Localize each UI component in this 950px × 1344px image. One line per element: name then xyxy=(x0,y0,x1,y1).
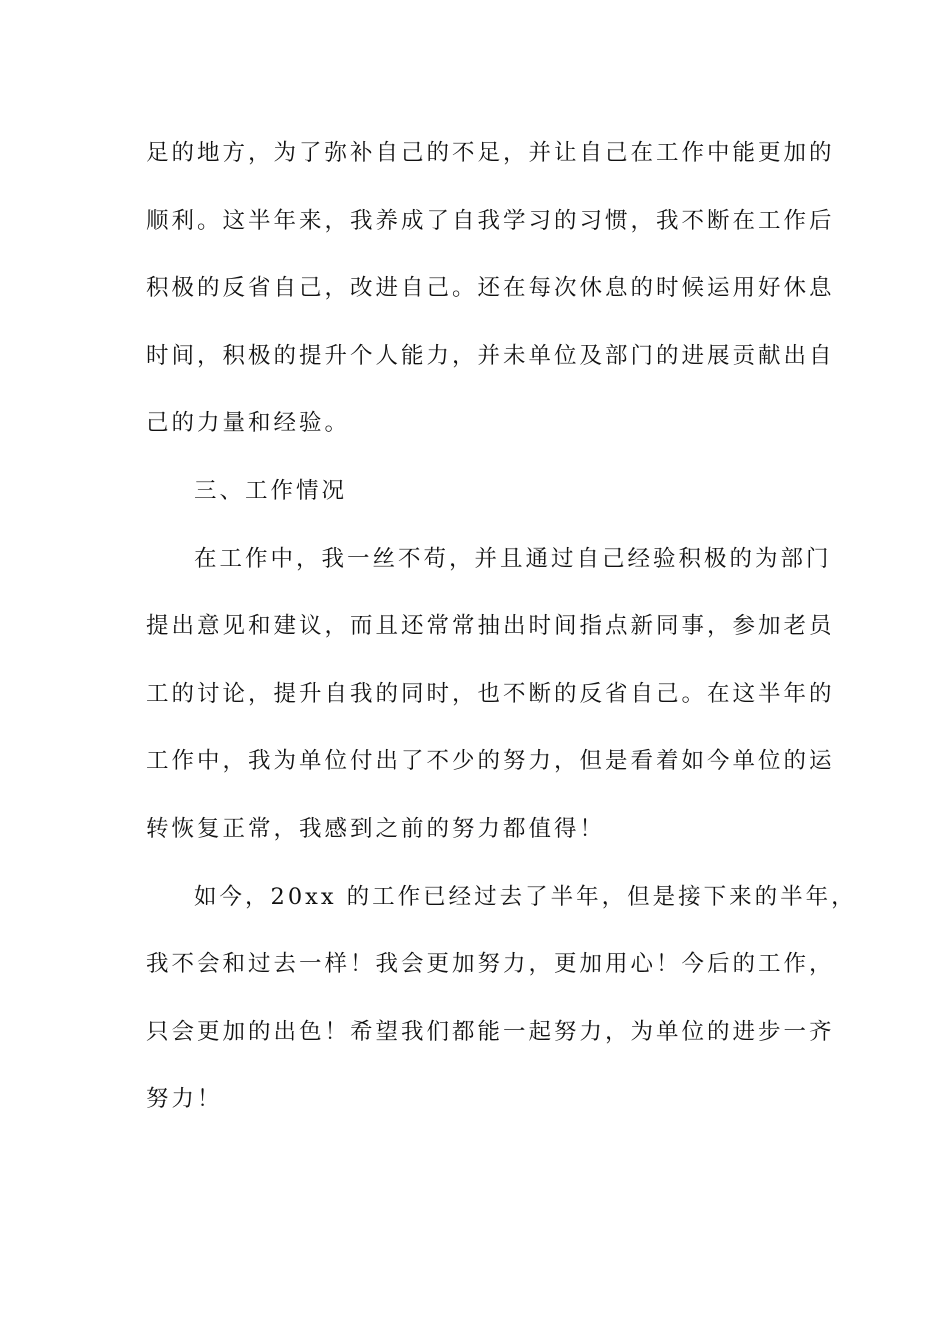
text-line: 努力！ xyxy=(146,1086,223,1113)
text-line: 只会更加的出色！希望我们都能一起努力，为单位的进步一齐 xyxy=(146,1018,835,1045)
text-line: 积极的反省自己，改进自己。还在每次休息的时候运用好休息 xyxy=(146,275,835,302)
document-body xyxy=(146,125,857,1139)
text-line: 时间，积极的提升个人能力，并未单位及部门的进展贡献出自 xyxy=(146,342,835,369)
text-line: 顺利。这半年来，我养成了自我学习的习惯，我不断在工作后 xyxy=(146,207,835,234)
text-line: 工作中，我为单位付出了不少的努力，但是看着如今单位的运 xyxy=(146,748,835,775)
text-line: 己的力量和经验。 xyxy=(146,410,351,437)
section-heading: 三、工作情况 xyxy=(194,477,348,504)
text-line: 转恢复正常，我感到之前的努力都值得！ xyxy=(146,815,606,842)
text-line: 我不会和过去一样！我会更加努力，更加用心！今后的工作， xyxy=(146,951,835,978)
text-line: 在工作中，我一丝不苟，并且通过自己经验积极的为部门 xyxy=(194,545,832,572)
text-line: 提出意见和建议，而且还常常抽出时间指点新同事，参加老员 xyxy=(146,613,835,640)
text-line: 足的地方，为了弥补自己的不足，并让自己在工作中能更加的 xyxy=(146,140,835,166)
text-line: 如今，20xx 的工作已经过去了半年，但是接下来的半年， xyxy=(194,883,857,910)
text-line: 工的讨论，提升自我的同时，也不断的反省自己。在这半年的 xyxy=(146,680,835,707)
